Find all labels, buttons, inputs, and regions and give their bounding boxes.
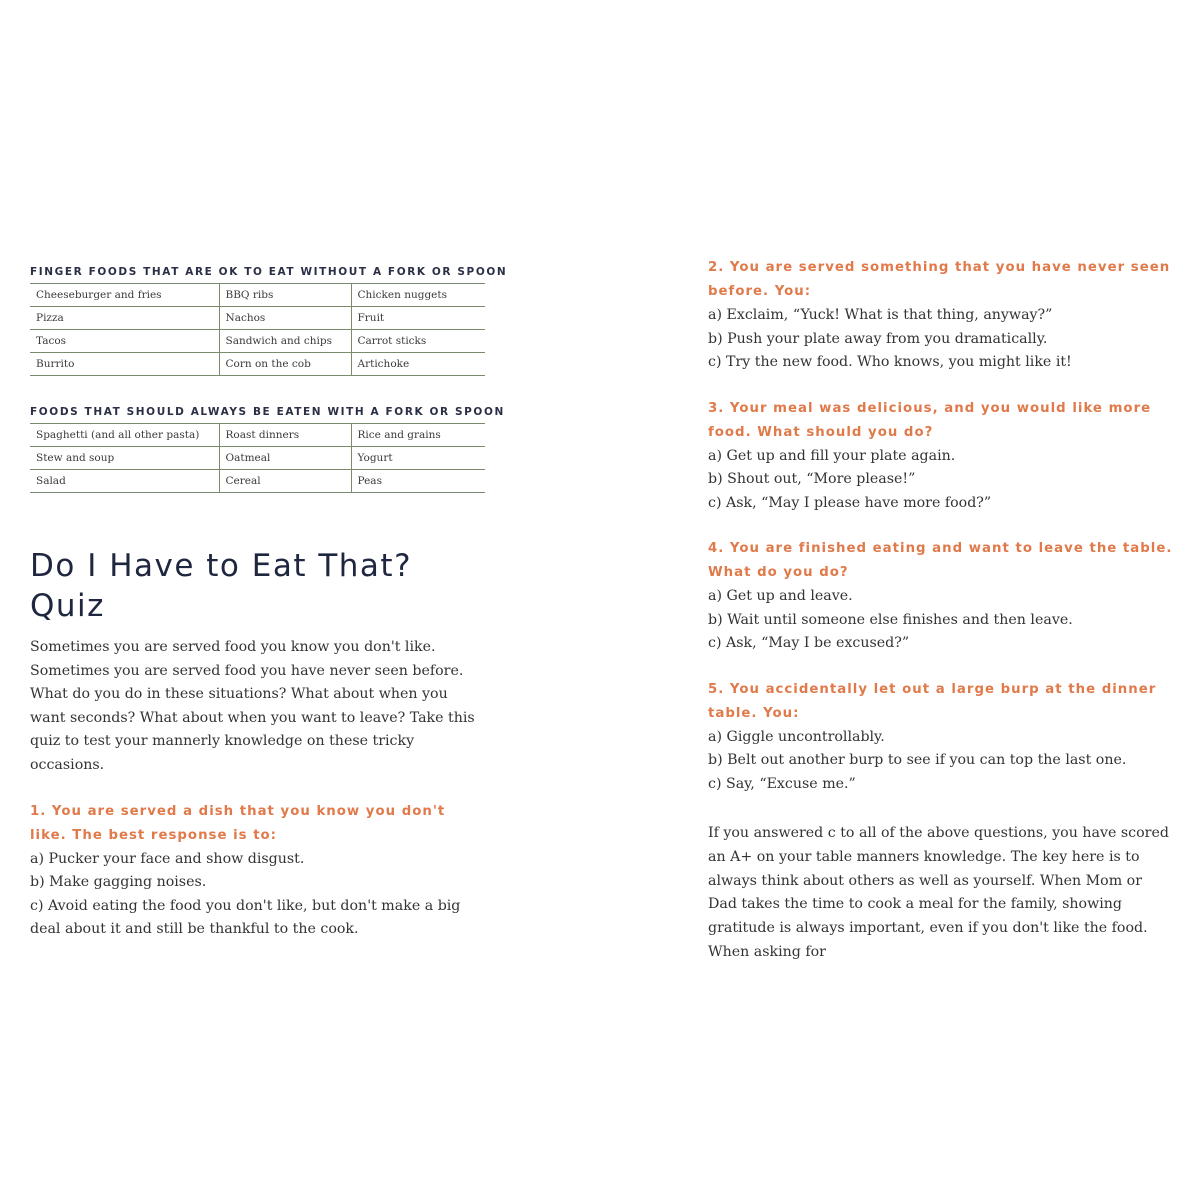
question-prompt: 4. You are finished eating and want to leave the table. What do you do? [708, 541, 1173, 580]
table-row [30, 447, 485, 470]
right-page [708, 256, 1173, 965]
table-cell: Rice and grains [351, 424, 485, 447]
table-cell: Salad [30, 470, 219, 493]
answer-option-c: c) Say, “Excuse me.” [708, 775, 856, 792]
utensil-foods-table [30, 423, 485, 493]
table-cell: Peas [351, 470, 485, 493]
table-cell: Cereal [219, 470, 351, 493]
table-row [30, 470, 485, 493]
answer-option-a: a) Exclaim, “Yuck! What is that thing, anyway?” [708, 307, 1053, 323]
table-row [30, 330, 485, 353]
quiz-question-1 [30, 800, 485, 942]
table-row [30, 353, 485, 376]
table-row [30, 284, 485, 307]
question-prompt: 2. You are served something that you have never seen before. You: [708, 260, 1171, 299]
table-cell: BBQ ribs [219, 284, 351, 307]
quiz-question-3 [708, 397, 1173, 516]
answer-option-c: c) Ask, “May I please have more food?” [708, 494, 992, 511]
table-cell: Roast dinners [219, 424, 351, 447]
table-cell: Sandwich and chips [219, 330, 351, 353]
table-cell: Spaghetti (and all other pasta) [30, 424, 219, 447]
utensil-foods-table-block [30, 406, 505, 493]
table-cell: Tacos [30, 330, 219, 353]
quiz-question-4 [708, 537, 1173, 656]
finger-foods-table-title: FINGER FOODS THAT ARE OK TO EAT WITHOUT A FORK OR SPOON [30, 266, 508, 278]
answer-option-a: a) Get up and leave. [708, 588, 853, 604]
quiz-intro: Sometimes you are served food you know you don't like. Sometimes you are served food you have never seen before. What do you do in these situations? What about when you want seconds? What about when you want to leave? Take this quiz to test your mannerly knowledge on these tricky occasions. [30, 639, 475, 773]
answer-option-b: b) Shout out, “More please!” [708, 471, 916, 487]
table-cell: Artichoke [351, 353, 485, 376]
finger-foods-table [30, 283, 485, 376]
table-cell: Burrito [30, 353, 219, 376]
quiz-question-2 [708, 256, 1173, 375]
table-cell: Nachos [219, 307, 351, 330]
answer-option-c: c) Avoid eating the food you don't like, but don't make a big deal about it and still be thankful to the cook. [30, 897, 461, 938]
table-cell: Stew and soup [30, 447, 219, 470]
left-page [30, 260, 508, 942]
table-row [30, 424, 485, 447]
table-cell: Yogurt [351, 447, 485, 470]
answer-option-a: a) Get up and fill your plate again. [708, 447, 956, 464]
quiz-conclusion: If you answered c to all of the above questions, you have scored an A+ on your table manners knowledge. The key here is to always think about others as well as yourself. When Mom or Dad takes the time to cook a meal for the family, showing gratitude is always important, even if you don't like the food. When asking for [708, 825, 1169, 960]
quiz-title: Do I Have to Eat That? Quiz [30, 548, 413, 624]
question-prompt: 3. Your meal was delicious, and you would like more food. What should you do? [708, 400, 1152, 440]
answer-option-a: a) Pucker your face and show disgust. [30, 850, 305, 867]
table-cell: Corn on the cob [219, 353, 351, 376]
finger-foods-table-block [30, 266, 508, 376]
answer-option-c: c) Try the new food. Who knows, you might like it! [708, 354, 1072, 370]
answer-option-a: a) Giggle uncontrollably. [708, 728, 885, 745]
table-row [30, 307, 485, 330]
table-cell: Oatmeal [219, 447, 351, 470]
answer-option-c: c) Ask, “May I be excused?” [708, 635, 910, 651]
table-cell: Carrot sticks [351, 330, 485, 353]
table-cell: Pizza [30, 307, 219, 330]
table-cell: Fruit [351, 307, 485, 330]
table-cell: Chicken nuggets [351, 284, 485, 307]
answer-option-b: b) Wait until someone else finishes and then leave. [708, 611, 1073, 628]
question-prompt: 1. You are served a dish that you know you don't like. The best response is to: [30, 803, 446, 843]
table-cell: Cheeseburger and fries [30, 284, 219, 307]
utensil-foods-table-title: FOODS THAT SHOULD ALWAYS BE EATEN WITH A FORK OR SPOON [30, 406, 505, 418]
answer-option-b: b) Belt out another burp to see if you can top the last one. [708, 752, 1127, 768]
answer-option-b: b) Make gagging noises. [30, 874, 207, 891]
answer-option-b: b) Push your plate away from you dramatically. [708, 330, 1048, 347]
question-prompt: 5. You accidentally let out a large burp at the dinner table. You: [708, 681, 1157, 721]
quiz-question-5 [708, 678, 1173, 797]
